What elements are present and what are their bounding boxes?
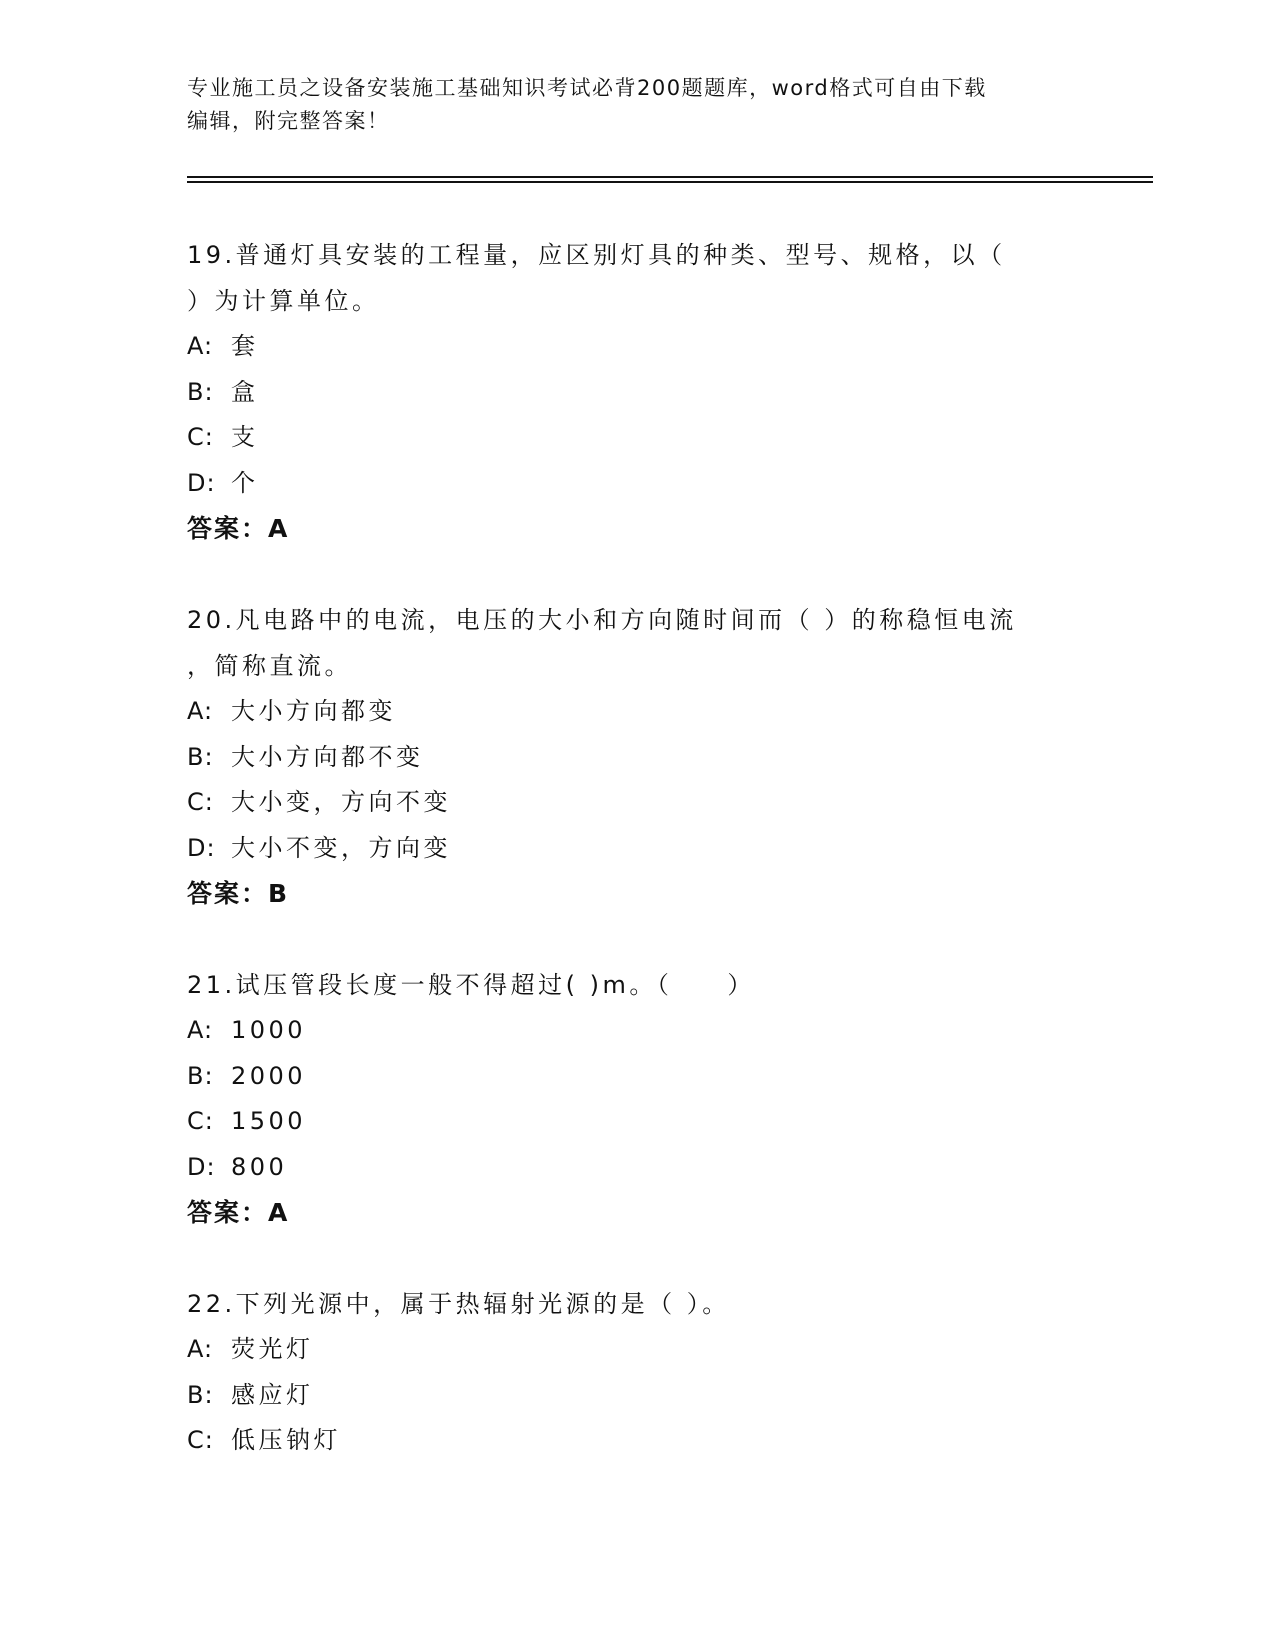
stem-line: 21.试压管段长度一般不得超过( )m。（ ） — [187, 971, 755, 999]
option-key: D: — [187, 833, 216, 862]
option-d — [187, 1145, 1087, 1191]
stem-line: 22.下列光源中，属于热辐射光源的是（ ）。 — [187, 1290, 730, 1318]
option-key: A: — [187, 1335, 214, 1363]
option-a — [187, 324, 1087, 370]
header-rule-top — [187, 176, 1153, 178]
option-text: 大小不变，方向变 — [231, 833, 451, 862]
question-20 — [187, 597, 1087, 917]
option-text: 大小方向都不变 — [231, 742, 424, 771]
question-21 — [187, 962, 1087, 1236]
stem-line: 19.普通灯具安装的工程量，应区别灯具的种类、型号、规格，以（ — [187, 241, 1006, 269]
option-text: 大小方向都变 — [231, 697, 396, 725]
stem-line: 20.凡电路中的电流，电压的大小和方向随时间而（ ）的称稳恒电流 — [187, 606, 1017, 634]
option-key: A: — [187, 332, 214, 360]
question-stem — [187, 232, 1087, 324]
option-key: C: — [187, 423, 214, 451]
option-d — [187, 826, 1087, 872]
stem-line: ）为计算单位。 — [187, 287, 380, 315]
option-a — [187, 689, 1087, 735]
option-d — [187, 461, 1087, 507]
answer: 答案：A — [187, 1198, 290, 1227]
option-b — [187, 735, 1087, 781]
option-b — [187, 1373, 1087, 1419]
option-key: B: — [187, 377, 214, 406]
option-text: 1500 — [231, 1107, 307, 1135]
option-key: B: — [187, 1380, 214, 1409]
option-b — [187, 370, 1087, 416]
option-key: A: — [187, 1016, 214, 1044]
option-text: 感应灯 — [231, 1380, 314, 1409]
answer: 答案：B — [187, 879, 290, 908]
question-stem — [187, 1281, 1087, 1327]
document-header — [187, 72, 1087, 138]
option-a — [187, 1327, 1087, 1373]
question-22 — [187, 1281, 1087, 1464]
question-19 — [187, 232, 1087, 552]
answer: 答案：A — [187, 514, 290, 543]
stem-line: ，简称直流。 — [187, 652, 352, 680]
option-text: 2000 — [231, 1061, 307, 1090]
question-stem — [187, 597, 1087, 689]
option-c — [187, 1099, 1087, 1145]
header-line-1: 专业施工员之设备安装施工基础知识考试必背200题题库，word格式可自由下载 — [187, 76, 987, 100]
header-line-2: 编辑，附完整答案！ — [187, 109, 390, 133]
option-key: D: — [187, 468, 216, 497]
option-text: 盒 — [231, 377, 259, 406]
option-b — [187, 1054, 1087, 1100]
question-stem — [187, 962, 1087, 1008]
option-text: 个 — [231, 468, 259, 497]
option-key: B: — [187, 742, 214, 771]
option-key: D: — [187, 1152, 216, 1181]
option-text: 低压钠灯 — [231, 1426, 341, 1454]
option-text: 荧光灯 — [231, 1335, 314, 1363]
option-key: B: — [187, 1061, 214, 1090]
option-text: 套 — [231, 332, 259, 360]
header-rule-bottom — [187, 181, 1153, 183]
option-a — [187, 1008, 1087, 1054]
option-text: 大小变，方向不变 — [231, 788, 451, 816]
option-text: 1000 — [231, 1016, 307, 1044]
option-c — [187, 780, 1087, 826]
option-c — [187, 1418, 1087, 1464]
option-text: 支 — [231, 423, 259, 451]
option-key: C: — [187, 788, 214, 816]
option-key: A: — [187, 697, 214, 725]
option-key: C: — [187, 1107, 214, 1135]
option-c — [187, 415, 1087, 461]
question-list — [187, 232, 1087, 1509]
option-text: 800 — [231, 1152, 288, 1181]
option-key: C: — [187, 1426, 214, 1454]
